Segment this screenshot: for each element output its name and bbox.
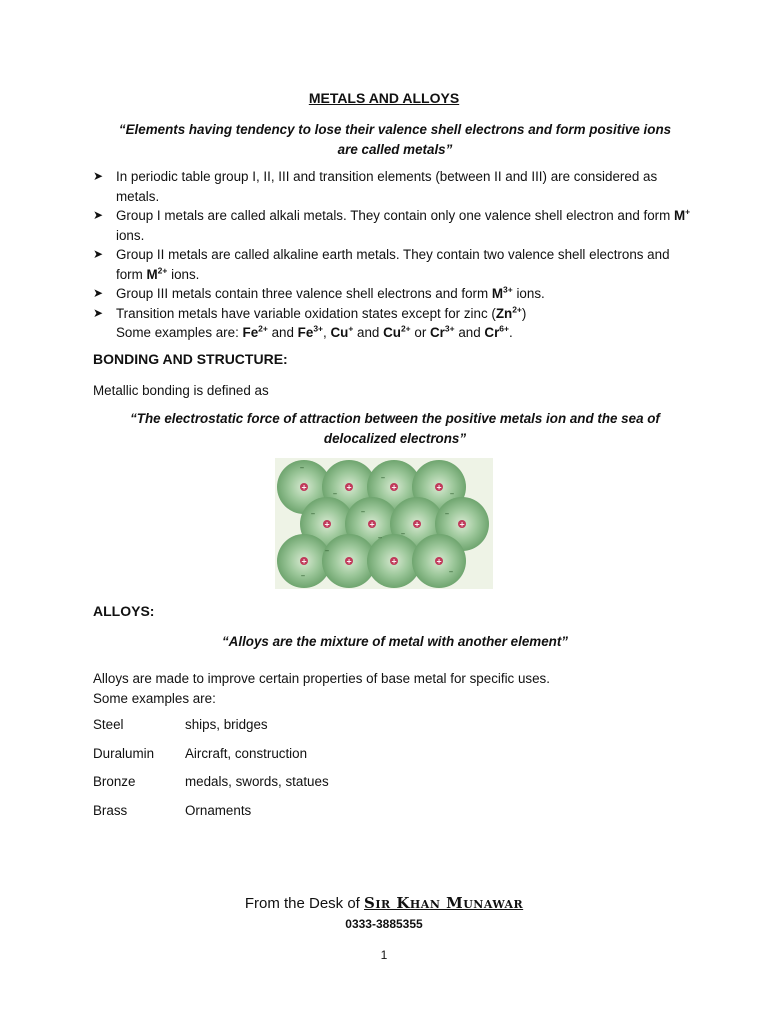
- alloy-name: Bronze: [93, 774, 136, 790]
- alloy-use: ships, bridges: [185, 717, 268, 732]
- alloy-name: Steel: [93, 717, 124, 732]
- metallic-bonding-diagram: [275, 458, 493, 589]
- ion-charge-label: +: [369, 520, 375, 529]
- ion-charge-label: +: [436, 483, 442, 492]
- footer-lead: From the Desk of: [244, 895, 365, 912]
- delocalized-electron: –: [377, 533, 383, 543]
- list-item: ➤ Transition metals have variable oxidation states except for zinc $(Zn^{2+})$ Some examples are: $Fe^{2+}$ and $Fe^{3+}$, Cu+ and $Cu^{2+}$ or $Cr^{3+}$ and $Cr^{6+}$.: [93, 304, 527, 340]
- arrow-bullet-icon: ➤: [93, 305, 104, 320]
- arrow-bullet-icon: ➤: [93, 208, 104, 222]
- delocalized-electron: –: [324, 546, 330, 556]
- ion-charge-label: +: [459, 520, 465, 529]
- ion-charge-label: +: [346, 483, 352, 492]
- table-row: [93, 746, 329, 775]
- footer-signature: [0, 894, 768, 912]
- page-number: 1: [380, 948, 388, 962]
- ion-charge-label: +: [391, 557, 397, 566]
- ion-charge-label: +: [414, 520, 420, 529]
- arrow-bullet-icon: ➤: [93, 286, 104, 300]
- delocalized-electron: –: [299, 463, 305, 473]
- alloy-name: Duralumin: [93, 745, 155, 761]
- ion-charge-label: +: [301, 557, 307, 566]
- ion-charge-label: +: [436, 557, 442, 566]
- alloys-table: [93, 717, 329, 832]
- table-row: [93, 803, 329, 832]
- list-item: ➤ In periodic table group I, II, III and transition elements (between II and III) are considered as metals.: [93, 169, 658, 204]
- alloy-use: Aircraft, construction: [185, 745, 308, 761]
- alloy-use: Ornaments: [185, 803, 252, 819]
- delocalized-electron: –: [444, 509, 450, 519]
- alloys-definition-quote: “Alloys are the mixture of metal with another element”: [221, 634, 568, 649]
- delocalized-electron: –: [380, 473, 386, 483]
- delocalized-electron: –: [310, 509, 316, 519]
- ion-charge-label: +: [324, 520, 330, 529]
- metal-definition-quote: “Elements having tendency to lose their valence shell electrons and form positive ions are called metals”: [118, 122, 672, 157]
- bonding-heading: BONDING AND STRUCTURE:: [93, 351, 288, 367]
- delocalized-electron: –: [448, 567, 454, 577]
- list-item: ➤ Group I metals are called alkali metals. They contain only one valence shell electron and form M+ ions.: [93, 206, 691, 243]
- delocalized-electron: –: [300, 571, 306, 581]
- table-row: [93, 774, 329, 803]
- footer-phone: 0333-3885355: [345, 917, 423, 931]
- alloy-use: medals, swords, statues: [185, 774, 329, 790]
- metallic-bonding-quote: “The electrostatic force of attraction between the positive metals ion and the sea of delocalized electrons”: [130, 411, 660, 446]
- list-item: ➤ Group II metals are called alkaline earth metals. They contain two valence shell electrons and form $M^{2+}$ ions.: [93, 247, 670, 282]
- delocalized-electron: –: [360, 507, 366, 517]
- table-row: [93, 717, 329, 746]
- metal-lattice-illustration: [275, 458, 493, 589]
- delocalized-electron: –: [400, 529, 406, 539]
- alloys-heading: ALLOYS:: [93, 603, 155, 619]
- metallic-intro: Metallic bonding is defined as: [93, 383, 269, 398]
- alloys-paragraph: Alloys are made to improve certain properties of base metal for specific uses. Some examples are:: [93, 671, 550, 706]
- ion-charge-label: +: [301, 483, 307, 492]
- metals-bullet-list: [93, 167, 693, 343]
- arrow-bullet-icon: ➤: [93, 169, 104, 183]
- arrow-bullet-icon: ➤: [93, 247, 104, 261]
- delocalized-electron: –: [449, 489, 455, 499]
- list-item: ➤ Group III metals contain three valence shell electrons and form $M^{3+}$ ions.: [93, 284, 693, 304]
- ion-charge-label: +: [391, 483, 397, 492]
- delocalized-electron: –: [332, 489, 338, 499]
- footer-author: Sir Khan Munawar: [364, 894, 524, 912]
- ion-charge-label: +: [346, 557, 352, 566]
- page-title: METALS AND ALLOYS: [308, 90, 460, 106]
- alloy-name: Brass: [93, 803, 128, 819]
